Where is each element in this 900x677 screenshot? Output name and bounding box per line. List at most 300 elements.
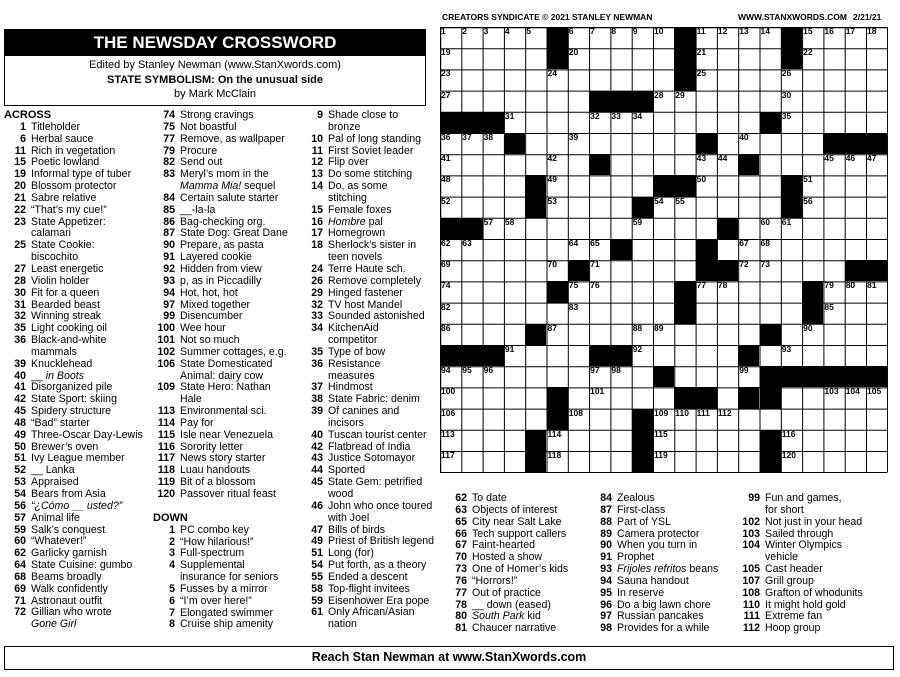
clue-text: Mamma Mia! sequel	[180, 180, 276, 193]
clue-text: bronze	[328, 120, 361, 133]
clue-text: Resistance	[328, 357, 381, 370]
cell-number: 10	[654, 26, 664, 36]
clue	[301, 572, 441, 584]
clue-text: Ended a descent	[328, 570, 408, 583]
cell-number: 16	[824, 26, 834, 36]
clue-number: 116	[157, 440, 175, 453]
cell-number: 106	[441, 407, 456, 418]
clue	[4, 276, 154, 288]
cell-number: 95	[462, 365, 472, 376]
clue-number: 40	[311, 428, 323, 441]
clue-text: Tech support callers	[472, 527, 567, 540]
clue-number: 46	[311, 499, 323, 512]
clue-number: 90	[600, 539, 612, 552]
clue-number: 50	[14, 440, 26, 453]
clue	[153, 288, 303, 300]
clue-number: 79	[163, 144, 175, 157]
clue-number: 23	[14, 215, 26, 228]
page-title: THE NEWSDAY CROSSWORD	[4, 29, 426, 56]
clue-number	[738, 505, 765, 517]
clue-text: Flatbread of India	[328, 440, 411, 453]
clue-number: 22	[14, 203, 26, 216]
clue-number: 119	[157, 476, 175, 489]
clue-text: Informal type of tuber	[31, 168, 132, 181]
clue-text: Poetic lowland	[31, 156, 100, 169]
clue-text: Provides for a while	[617, 622, 710, 635]
clue-text: State Appetizer:	[31, 215, 106, 228]
clue	[4, 513, 154, 525]
clue-number: 77	[163, 132, 175, 145]
clue	[153, 347, 303, 359]
across-heading: ACROSS	[4, 109, 52, 121]
clue-text: Sorority letter	[180, 440, 243, 453]
clue-text: Chaucer narrative	[472, 622, 557, 635]
cell-number: 42	[547, 153, 557, 164]
clue-text: First-class	[617, 503, 666, 516]
clue-text: One of Homer’s kids	[472, 563, 569, 576]
clue-text: wood	[328, 488, 354, 500]
clue-number: 104	[742, 539, 760, 552]
constructor-byline: by Mark McClain	[174, 88, 256, 100]
clue-number: 107	[742, 574, 760, 587]
clue-number: 83	[163, 168, 175, 181]
cell-number: 85	[824, 301, 834, 312]
clue-text: Hoop group	[765, 622, 821, 635]
clue-text: Garlicky garnish	[31, 547, 107, 560]
clue-text: with Joel	[328, 511, 370, 524]
cell-number: 80	[845, 280, 856, 291]
clue-number: 39	[311, 405, 323, 418]
clue-text: vehicle	[765, 551, 798, 564]
syndicate-credit: CREATORS SYNDICATE © 2021 STANLEY NEWMAN	[442, 12, 653, 22]
cell-number: 58	[504, 216, 515, 227]
cell-number: 15	[803, 26, 813, 36]
clue-text: Part of YSL	[617, 515, 671, 528]
clue-number	[153, 572, 180, 584]
cell-number: 91	[504, 344, 515, 354]
clue-number: 12	[311, 156, 323, 169]
clue-text: Sauna handout	[617, 574, 689, 587]
clue-number: 4	[169, 559, 175, 572]
clue	[4, 584, 154, 596]
clue-text: TV host Mandel	[328, 298, 403, 311]
clue	[301, 418, 441, 430]
clue-text: Herbal sauce	[31, 132, 94, 145]
cell-number: 65	[590, 238, 600, 248]
clue	[445, 505, 595, 517]
cell-number: 50	[696, 174, 707, 185]
clue-number: 72	[14, 606, 26, 619]
clue-column-3	[301, 110, 441, 631]
clue-text: insurance for seniors	[180, 571, 279, 584]
clue-number: 89	[600, 527, 612, 540]
clue-text: State Gem: petrified	[328, 476, 423, 489]
clue-number: 59	[311, 594, 323, 607]
clue-text: Gillian who wrote	[31, 606, 112, 619]
clue	[153, 596, 303, 608]
clue	[301, 359, 441, 371]
clue-number: 6	[20, 132, 26, 145]
clue	[738, 517, 888, 529]
cell-number: 57	[483, 216, 494, 227]
clue-number: 11	[311, 144, 323, 157]
clue-text: Blossom protector	[31, 180, 117, 193]
clue-text: Walk confidently	[31, 582, 108, 595]
clue-number: 56	[14, 499, 26, 512]
clue-text: Justice Sotomayor	[328, 452, 416, 465]
clue-number: 70	[455, 551, 467, 564]
clue-number: 30	[14, 286, 26, 299]
clue-number: 45	[14, 405, 26, 418]
clue	[4, 501, 154, 513]
clue-text: Strong cravings	[180, 109, 254, 121]
website-header: WWW.STANXWORDS.COM	[738, 12, 847, 22]
clue	[590, 540, 740, 552]
footer-contact: Reach Stan Newman at www.StanXwords.com	[4, 646, 894, 670]
cell-number: 35	[781, 110, 792, 121]
clue	[4, 134, 154, 146]
cell-number: 103	[824, 386, 839, 397]
cell-number: 87	[547, 322, 557, 333]
clue-text: Layered cookie	[180, 251, 252, 264]
clue-text: Fit for a queen	[31, 286, 100, 299]
clue-text: Elongated swimmer	[180, 606, 274, 619]
clue-text: Animal: dairy cow	[180, 369, 264, 382]
clue-number: 43	[311, 452, 323, 465]
clue-number: 120	[157, 488, 175, 500]
clue-number: 33	[311, 310, 323, 323]
clue-text: Rich in vegetation	[31, 144, 116, 157]
cell-number: 43	[696, 153, 707, 164]
cell-number: 41	[441, 153, 451, 164]
clue-text: Grill group	[765, 574, 814, 587]
clue-number: 6	[169, 594, 175, 607]
cell-number: 64	[568, 238, 579, 248]
editor-byline: Edited by Stanley Newman (www.StanXwords.com)	[89, 59, 341, 71]
clue	[301, 122, 441, 134]
clue-text: incisors	[328, 416, 364, 429]
clue-text: City near Salt Lake	[472, 515, 562, 528]
clue-text: Fusses by a mirror	[180, 582, 268, 595]
clue-text: State Domesticated	[180, 357, 273, 370]
cell-number: 63	[462, 238, 472, 248]
clue-number: 14	[311, 180, 323, 193]
clue-text: __ Lanka	[31, 464, 75, 477]
clue-text: for short	[765, 503, 804, 516]
clue-text: Winning streak	[31, 310, 102, 323]
crossword-grid	[440, 27, 887, 472]
clue-text: Pay for	[180, 416, 214, 429]
clue-text: “Bad” starter	[31, 416, 90, 429]
cell-number: 81	[867, 280, 877, 291]
clue-text: Hot, hot, hot	[180, 286, 238, 299]
clue-text: It might hold gold	[765, 598, 846, 611]
clue	[153, 418, 303, 430]
clue-text: Sported	[328, 464, 366, 477]
clue	[301, 276, 441, 288]
cell-number: 98	[611, 365, 621, 376]
clue-number: 105	[742, 563, 760, 576]
clue-number: 94	[600, 574, 612, 587]
clue-text: Objects of interest	[472, 503, 558, 516]
clue-text: Prophet	[617, 551, 655, 564]
clue-number: 58	[311, 582, 323, 595]
cell-number: 73	[760, 259, 770, 270]
clue-text: Not boastful	[180, 120, 237, 133]
cell-number: 115	[654, 428, 668, 439]
clue	[445, 576, 595, 588]
clue-text: measures	[328, 369, 375, 382]
clue-number: 35	[14, 322, 26, 335]
clue-number: 11	[14, 144, 26, 157]
cell-number: 31	[504, 110, 515, 121]
clue-number: 80	[455, 610, 467, 623]
clue-number: 69	[14, 582, 26, 595]
clue-text: When you turn in	[617, 539, 698, 552]
cell-number: 94	[441, 365, 451, 376]
clue-number: 18	[311, 239, 323, 252]
clue-number: 93	[163, 274, 175, 287]
clue-text: State Fabric: denim	[328, 393, 420, 406]
cell-number: 75	[568, 280, 579, 291]
clue-number: 117	[157, 452, 175, 465]
clue-text: Remove, as wallpaper	[180, 132, 285, 145]
cell-number: 88	[632, 322, 643, 333]
clue-text: Eisenhower Era pope	[328, 594, 430, 607]
clue-number: 1	[169, 523, 175, 536]
clue-text: Beams broadly	[31, 570, 102, 583]
clue-text: PC combo key	[180, 523, 249, 536]
clue-column-4	[445, 493, 595, 635]
clue-text: Camera protector	[617, 527, 700, 540]
cell-number: 49	[547, 174, 557, 185]
cell-number: 46	[845, 153, 856, 164]
clue-text: Full-spectrum	[180, 547, 245, 560]
clue-number: 59	[14, 523, 26, 536]
clue-text: Pal of long standing	[328, 132, 422, 145]
cell-number: 77	[696, 280, 707, 291]
clue-text: Astronaut outfit	[31, 594, 103, 607]
cell-number: 28	[654, 89, 664, 100]
cell-number: 18	[867, 26, 877, 36]
cell-number: 86	[441, 322, 451, 333]
clue	[4, 465, 154, 477]
clue-number: 7	[169, 606, 175, 619]
clue-text: “How hilarious!”	[180, 535, 254, 548]
clue-text: stitching	[328, 191, 367, 204]
clue	[301, 205, 441, 217]
clue-text: competitor	[328, 334, 378, 347]
cell-number: 74	[441, 280, 451, 291]
clue-number: 102	[157, 345, 175, 358]
clue-number: 68	[14, 570, 26, 583]
clue-text: Winter Olympics	[765, 539, 843, 552]
clue-number: 67	[455, 539, 467, 552]
clue-text: Priest of British legend	[328, 535, 434, 548]
clue-number: 19	[14, 168, 26, 181]
clue-number: 91	[600, 551, 612, 564]
clue-text: Isle near Venezuela	[180, 428, 274, 441]
clue	[301, 477, 441, 489]
clue-number: 34	[311, 322, 323, 335]
cell-number: 27	[441, 89, 451, 100]
cell-number: 59	[632, 216, 643, 227]
clue-number: 42	[14, 393, 26, 406]
clue-number: 81	[455, 622, 467, 635]
clue	[153, 134, 303, 146]
clue	[590, 493, 740, 505]
clue-column-1	[4, 110, 154, 631]
clue-text: Only African/Asian	[328, 606, 415, 619]
clue-text: __ down (eased)	[472, 598, 551, 611]
clue-text: Of canines and	[328, 405, 400, 418]
clue-number: 76	[455, 574, 467, 587]
clue-text: Type of bow	[328, 345, 386, 358]
clue	[445, 517, 595, 529]
clue	[4, 619, 154, 631]
cell-number: 5	[526, 26, 531, 36]
clue-text: Female foxes	[328, 203, 392, 216]
cell-number: 22	[803, 47, 813, 58]
clue-number: 53	[14, 476, 26, 489]
clue-number: 54	[14, 488, 26, 500]
clue-text: Top-flight invitees	[328, 582, 410, 595]
clue-number: 16	[311, 215, 323, 228]
clue-text: John who once toured	[328, 499, 433, 512]
clue-text: Bears from Asia	[31, 488, 106, 500]
cell-number: 78	[717, 280, 728, 291]
clue-number: 87	[600, 503, 612, 516]
clue-number: 106	[157, 357, 175, 370]
cell-number: 32	[590, 110, 600, 121]
clue	[445, 564, 595, 576]
clue-number: 74	[163, 109, 175, 121]
clue-number: 1	[20, 120, 26, 133]
clue-number: 100	[157, 322, 175, 335]
clue-number: 2	[169, 535, 175, 548]
clue-number: 52	[14, 464, 26, 477]
clue	[738, 576, 888, 588]
cell-number: 24	[547, 68, 557, 79]
clue-text: Prepare, as pasta	[180, 239, 264, 252]
clue-text: Put forth, as a theory	[328, 559, 427, 572]
cell-number: 97	[590, 365, 600, 376]
cell-number: 45	[824, 153, 834, 164]
clue-number: 75	[163, 120, 175, 133]
clue-number: 91	[163, 251, 175, 264]
clue	[153, 311, 303, 323]
cell-number: 84	[675, 301, 685, 312]
clue	[738, 623, 888, 635]
cell-number: 119	[654, 450, 668, 460]
clue-text: Summer cottages, e.g.	[180, 345, 287, 358]
clue	[4, 453, 154, 465]
clue-column-2	[153, 110, 303, 631]
clue-text: Black-and-white	[31, 334, 107, 347]
clue-text: State Sport: skiing	[31, 393, 117, 406]
clue	[4, 418, 154, 430]
clue	[153, 146, 303, 158]
clue-text: Light cooking oil	[31, 322, 107, 335]
clue-number: 44	[311, 464, 323, 477]
clue	[301, 288, 441, 300]
clue	[4, 122, 154, 134]
clue	[445, 588, 595, 600]
clue-number: 84	[600, 492, 612, 504]
clue-text: Disencumber	[180, 310, 243, 323]
cell-number: 2	[462, 26, 468, 36]
clue-text: calamari	[31, 227, 72, 240]
clue-text: Meryl’s mom in the	[180, 168, 269, 181]
clue-text: Not just in your head	[765, 515, 863, 528]
clue	[301, 584, 441, 596]
clue-number	[301, 418, 328, 430]
cell-number: 60	[760, 216, 770, 227]
cell-number: 55	[675, 195, 685, 206]
cell-number: 19	[441, 47, 451, 58]
clue	[4, 193, 154, 205]
cell-number: 116	[781, 428, 796, 439]
clue-number: 98	[600, 622, 612, 635]
clue-text: Sherlock’s sister in	[328, 239, 417, 252]
clue-number: 62	[14, 547, 26, 560]
clue-text: Flip over	[328, 156, 369, 169]
clue-column-5	[590, 493, 740, 635]
clue	[153, 122, 303, 134]
clue-number: 99	[748, 492, 760, 504]
cell-number: 93	[781, 344, 792, 354]
clue-text: To date	[472, 492, 507, 504]
clue-text: Send out	[180, 156, 223, 169]
clue-number: 110	[742, 598, 760, 611]
clue	[153, 276, 303, 288]
clue	[301, 607, 441, 619]
clue	[301, 110, 441, 122]
clue-text: Do, as some	[328, 180, 388, 193]
clue-number: 96	[600, 598, 612, 611]
clue-text: Hombre pal	[328, 215, 383, 228]
clue-number	[301, 122, 328, 134]
clue	[153, 430, 303, 442]
clue	[738, 540, 888, 552]
clue-text: teen novels	[328, 251, 383, 264]
clue-text: State Cookie:	[31, 239, 95, 252]
clue-number: 31	[14, 298, 26, 311]
cell-number: 83	[568, 301, 579, 312]
clue-text: Bit of a blossom	[180, 476, 256, 489]
clue-number	[4, 619, 31, 631]
clue-text: Luau handouts	[180, 464, 251, 477]
cell-number: 20	[568, 47, 579, 58]
cell-number: 62	[441, 238, 451, 248]
clue-text: Frijoles refritos beans	[617, 563, 719, 576]
clue-number: 113	[157, 405, 175, 418]
clue-number	[301, 513, 328, 525]
clue	[738, 588, 888, 600]
clue	[153, 489, 303, 501]
clue	[4, 335, 154, 347]
clue-text: Hale	[180, 393, 202, 406]
clue-number: 51	[14, 452, 26, 465]
cell-number: 101	[590, 386, 605, 397]
cell-number: 67	[739, 238, 749, 248]
clue	[4, 205, 154, 217]
clue-text: South Park kid	[472, 610, 541, 623]
clue-text: Disorganized pile	[31, 381, 113, 394]
clue-text: Zealous	[617, 492, 655, 504]
cell-number: 102	[739, 386, 754, 397]
cell-number: 38	[483, 132, 494, 142]
